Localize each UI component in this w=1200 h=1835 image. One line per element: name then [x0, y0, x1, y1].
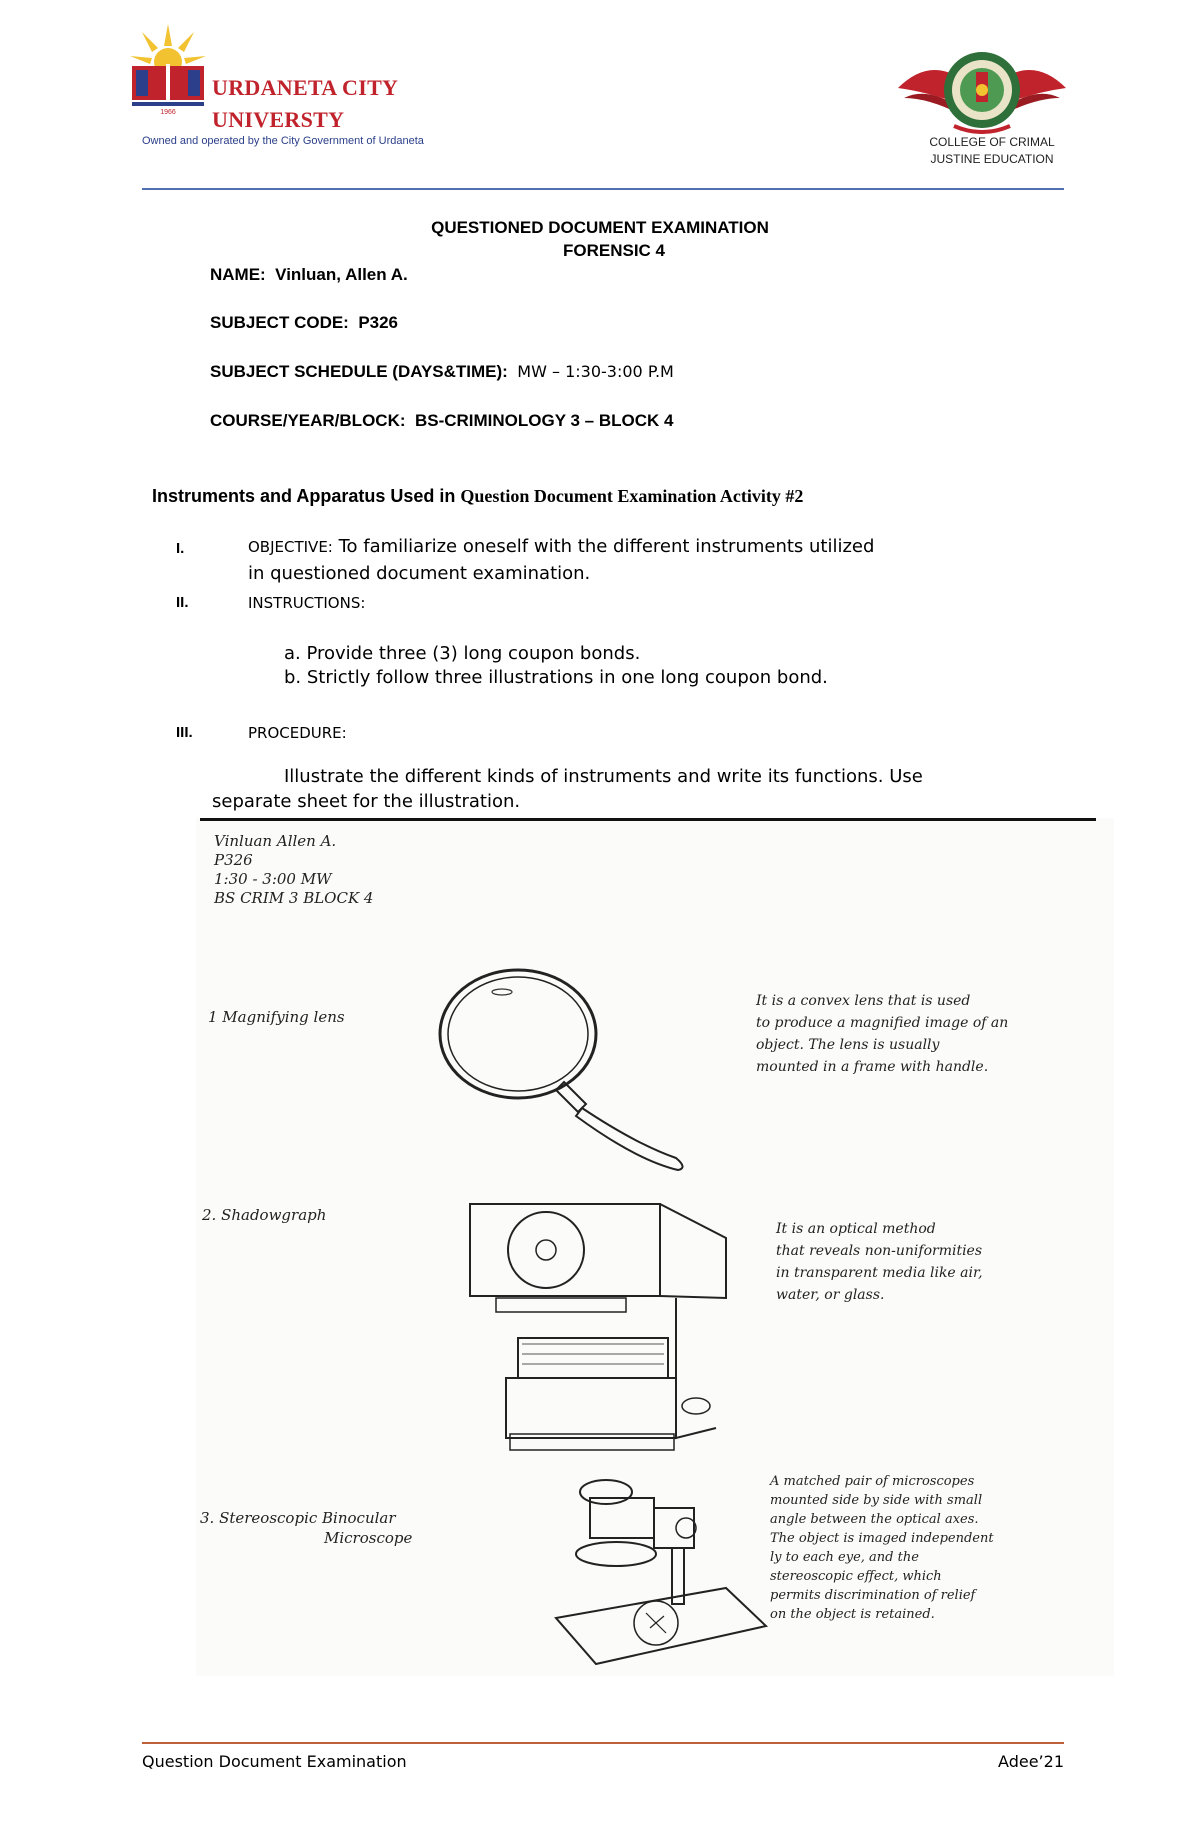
college-name-line2: JUSTINE EDUCATION	[930, 152, 1054, 166]
objective-number: I.	[176, 540, 185, 557]
item2-label: 2. Shadowgraph	[202, 1206, 327, 1224]
university-name-line2: UNIVERSTY	[212, 107, 345, 132]
item2-note-line: in transparent media like air,	[776, 1265, 983, 1281]
schedule-label: SUBJECT SCHEDULE (DAYS&TIME):	[210, 362, 508, 381]
item1-note-line: object. The lens is usually	[756, 1037, 940, 1053]
item3-label-line1: 3. Stereoscopic Binocular	[200, 1509, 396, 1527]
instruction-a: a. Provide three (3) long coupon bonds.	[284, 643, 641, 664]
item1-description	[756, 990, 1008, 1078]
objective-text-line2: in questioned document examination.	[248, 563, 591, 584]
sheet-top-edge	[200, 818, 1096, 821]
procedure-label: PROCEDURE:	[248, 724, 347, 742]
illustration-sheet	[196, 818, 1114, 1676]
activity-title: Question Document Examination Activity #2	[460, 486, 804, 506]
activity-prefix: Instruments and Apparatus Used in	[152, 486, 456, 506]
course-row	[210, 411, 673, 431]
name-value: Vinluan, Allen A.	[275, 265, 408, 284]
item3-note-line: stereoscopic effect, which	[770, 1569, 942, 1584]
objective-line1	[248, 536, 874, 557]
hand-header-line: 1:30 - 3:00 MW	[214, 870, 332, 888]
item3-note-line: The object is imaged independent	[770, 1531, 994, 1546]
item1-note-line: to produce a magnified image of an	[756, 1015, 1009, 1031]
item3-note-line: mounted side by side with small	[770, 1493, 983, 1508]
instructions-label: INSTRUCTIONS:	[248, 594, 366, 612]
header-divider	[142, 188, 1064, 190]
hand-header-line: P326	[214, 851, 253, 869]
college-name-line1: COLLEGE OF CRIMAL	[929, 135, 1055, 149]
university-name	[212, 72, 398, 136]
procedure-number: III.	[176, 724, 193, 741]
item2-note-line: It is an optical method	[776, 1221, 936, 1237]
item3-note-line: ly to each eye, and the	[770, 1550, 919, 1565]
item1-note-line: mounted in a frame with handle.	[756, 1059, 989, 1075]
item2-note-line: water, or glass.	[776, 1287, 885, 1303]
document-subtitle: FORENSIC 4	[562, 241, 666, 260]
founded-year: 1966	[160, 109, 176, 116]
university-name-line1: URDANETA CITY	[212, 75, 399, 100]
subject-code-row	[210, 313, 398, 333]
activity-heading	[152, 486, 803, 507]
subject-code-label: SUBJECT CODE:	[210, 313, 349, 332]
schedule-row	[210, 362, 674, 382]
subject-code-value: P326	[358, 313, 399, 332]
document-title: QUESTIONED DOCUMENT EXAMINATION	[431, 218, 769, 237]
procedure-line1: Illustrate the different kinds of instruments and write its functions. Use	[284, 766, 923, 787]
objective-text-line1: To familiarize oneself with the different instruments utilized	[338, 536, 875, 557]
item3-description	[770, 1472, 994, 1624]
hand-header-line: BS CRIM 3 BLOCK 4	[214, 889, 374, 907]
item3-note-line: angle between the optical axes.	[770, 1512, 979, 1527]
magnifying-lens-sketch	[436, 964, 696, 1174]
schedule-value: MW – 1:30-3:00 P.M	[517, 362, 674, 381]
item3-label	[200, 1508, 412, 1548]
course-value: BS-CRIMINOLOGY 3 – BLOCK 4	[414, 411, 674, 430]
procedure-line2: separate sheet for the illustration.	[212, 791, 521, 812]
name-label: NAME:	[210, 265, 266, 284]
course-label: COURSE/YEAR/BLOCK:	[210, 411, 406, 430]
university-logo	[128, 24, 208, 116]
handwritten-header	[214, 832, 373, 908]
instruction-b: b. Strictly follow three illustrations in one long coupon bond.	[284, 667, 828, 688]
shadowgraph-sketch	[466, 1198, 776, 1468]
item1-note-line: It is a convex lens that is used	[756, 993, 971, 1009]
hand-header-line: Vinluan Allen A.	[214, 832, 337, 850]
footer-divider	[142, 1742, 1064, 1744]
item3-note-line: A matched pair of microscopes	[770, 1474, 975, 1489]
university-subtitle: Owned and operated by the City Government of Urdaneta	[142, 135, 424, 147]
stereoscopic-microscope-sketch	[546, 1468, 786, 1668]
item3-note-line: on the object is retained.	[770, 1607, 935, 1622]
name-row	[210, 265, 408, 285]
item3-note-line: permits discrimination of relief	[770, 1588, 976, 1603]
footer-title: Question Document Examination	[142, 1752, 407, 1771]
college-seal	[898, 48, 1066, 134]
item2-description	[776, 1218, 983, 1306]
instructions-number: II.	[176, 594, 189, 611]
item2-note-line: that reveals non-uniformities	[776, 1243, 983, 1259]
objective-label: OBJECTIVE:	[248, 538, 333, 556]
item1-label: 1 Magnifying lens	[208, 1008, 345, 1026]
footer-author: Adee’21	[998, 1752, 1064, 1771]
item3-label-line2: Microscope	[324, 1529, 413, 1547]
college-name	[912, 134, 1072, 168]
